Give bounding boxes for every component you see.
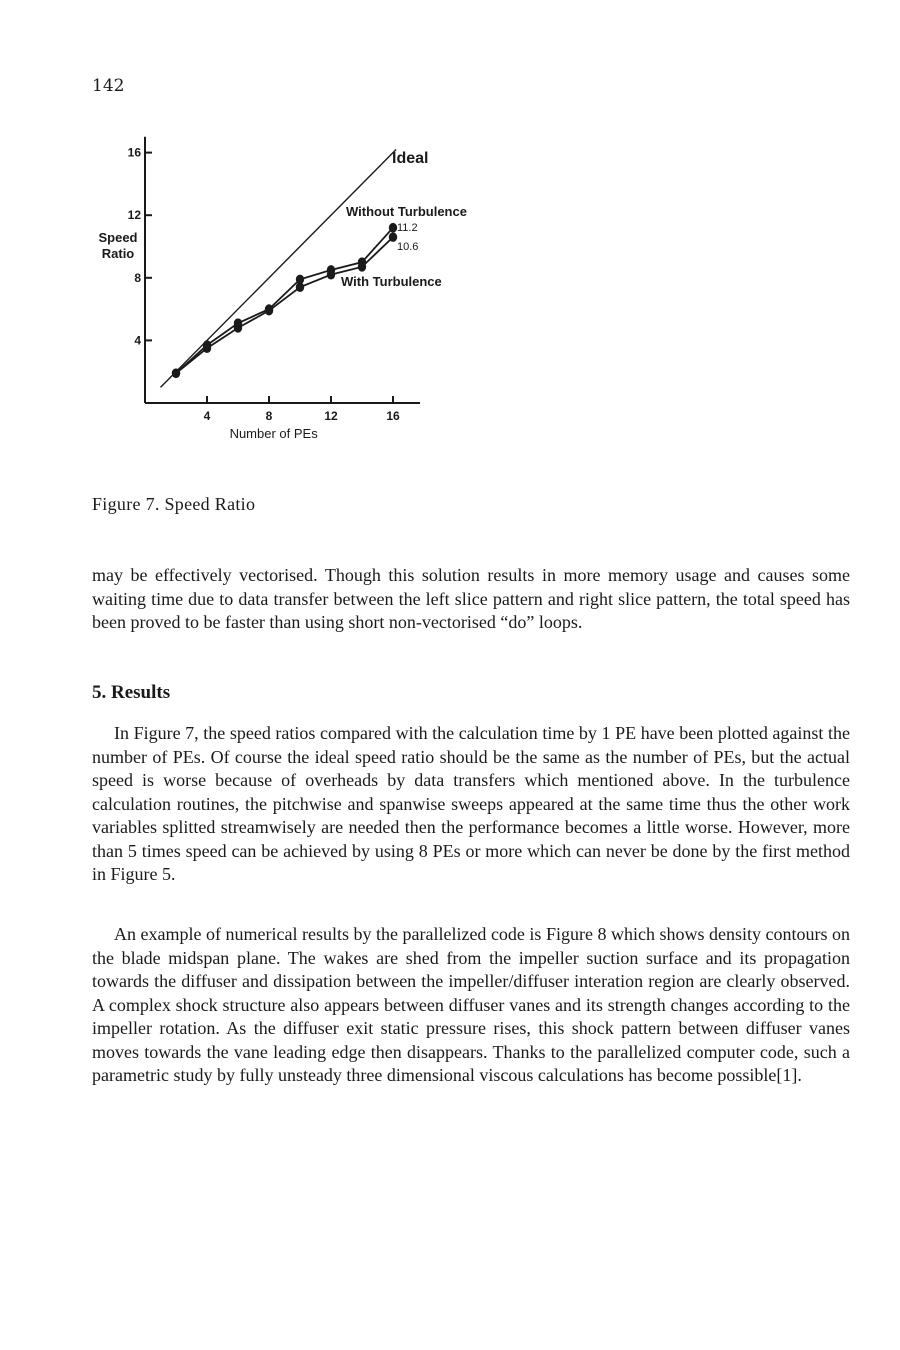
data-point xyxy=(327,270,335,280)
ideal-label: Ideal xyxy=(392,150,429,167)
speed-ratio-chart xyxy=(0,0,900,480)
chart-series xyxy=(161,149,398,387)
y-tick-label: 16 xyxy=(127,145,141,160)
data-point xyxy=(203,343,211,353)
x-tick-label: 4 xyxy=(203,409,211,423)
data-point xyxy=(234,323,242,333)
series-line-with-turbulence xyxy=(176,237,393,373)
page-number: 142 xyxy=(92,76,125,96)
data-point xyxy=(265,306,273,316)
with-turbulence-label: With Turbulence xyxy=(341,274,442,289)
figure-caption: Figure 7. Speed Ratio xyxy=(92,494,256,514)
y-tick-label: 4 xyxy=(134,333,141,348)
x-tick-label: 8 xyxy=(265,409,273,423)
value-label-without: 11.2 xyxy=(397,222,418,234)
y-tick-label: 8 xyxy=(134,270,141,285)
y-tick-label: 12 xyxy=(127,208,141,223)
body-paragraph-2: In Figure 7, the speed ratios compared with the calculation time by 1 PE have been plotted against the number of PEs. Of course the ideal speed ratio should be the same as the number of PEs, but the actual speed is worse because of overheads by data transfers which mentioned above. In the turbulence calculation routines, the pitchwise and spanwise sweeps appeared at the same time thus the other work variables splitted streamwisely are needed then the performance becomes a little worse. However, more than 5 times speed can be achieved by using 8 PEs or more which can never be done by the first method in Figure 5. xyxy=(92,723,850,884)
data-point xyxy=(389,223,397,233)
without-turbulence-label: Without Turbulence xyxy=(346,204,467,219)
section-heading: 5. Results xyxy=(92,682,171,703)
x-tick-label: 16 xyxy=(386,409,400,423)
data-point xyxy=(296,282,304,292)
y-axis-label-line1: Speed xyxy=(98,230,138,245)
body-paragraph-3: An example of numerical results by the parallelized code is Figure 8 which shows density contours on the blade midspan plane. The wakes are shed from the impeller suction surface and its propagation towards the diffuser and dissipation between the impeller/diffuser interation region are clearly observed. A complex shock structure also appears between diffuser vanes and its strength changes according to the impeller rotation. As the diffuser exit static pressure rises, this shock pattern between diffuser vanes moves towards the vane leading edge then disappears. Thanks to the parallelized computer code, such a parametric study by fully unsteady three dimensional viscous calculations has become possible[1]. xyxy=(92,924,850,1085)
data-point xyxy=(389,232,397,242)
y-axis-label-line2: Ratio xyxy=(101,246,135,261)
body-paragraph-1: may be effectively vectorised. Though this solution results in more memory usage and causes some waiting time due to data transfer between the left slice pattern and right slice pattern, the total speed has been proved to be faster than using short non-vectorised “do” loops. xyxy=(92,565,850,632)
data-point xyxy=(172,368,180,378)
value-label-with: 10.6 xyxy=(397,241,419,253)
x-tick-label: 12 xyxy=(324,409,338,423)
data-point xyxy=(358,262,366,272)
x-axis-label: Number of PEs xyxy=(229,426,318,441)
